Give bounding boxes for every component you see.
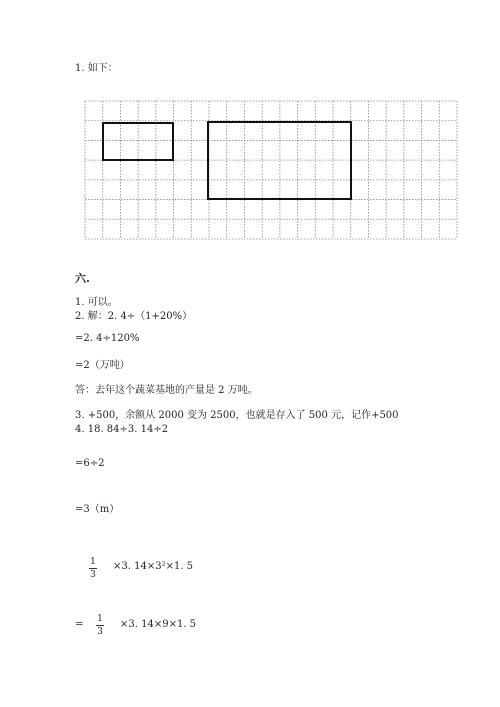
expression-2-rest: ×3. 14×9×1. 5: [120, 619, 197, 630]
answer-1: 1. 可以。: [75, 297, 118, 308]
answer-2-line-2: =2. 4÷120%: [75, 333, 140, 344]
fraction-1-bar: [89, 568, 97, 569]
answer-3: 3. +500，余额从 2000 变为 2500，也就是存入了 500 元，记作+500: [75, 410, 399, 421]
answer-2-conclusion: 答：去年这个蔬菜基地的产量是 2 万吨。: [75, 385, 258, 396]
answer-4-line-2: =6÷2: [75, 458, 105, 469]
answer-4-line-1: 4. 18. 84÷3. 14÷2: [75, 424, 169, 435]
question-1-label: 1. 如下：: [75, 63, 118, 74]
fraction-1-numerator: 1: [90, 557, 96, 567]
fraction-1-denominator: 3: [90, 570, 96, 580]
fraction-2-denominator: 3: [97, 627, 103, 637]
expression-2-prefix: =: [75, 619, 84, 630]
answer-4-line-3: =3（m）: [75, 504, 120, 515]
answer-2-line-1: 2. 解：2. 4÷（1+20%）: [75, 311, 193, 322]
section-6-title: 六.: [75, 272, 90, 285]
fraction-2-numerator: 1: [97, 614, 103, 624]
expression-1-rest: ×3. 14×3²×1. 5: [113, 561, 194, 572]
fraction-2-bar: [96, 625, 104, 626]
answer-2-line-3: =2（万吨）: [75, 360, 130, 371]
